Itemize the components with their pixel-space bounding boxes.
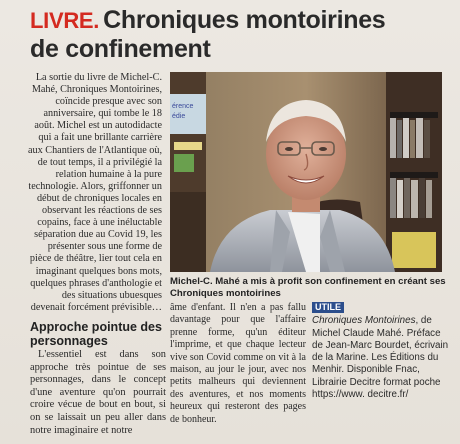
intro-column bbox=[26, 72, 162, 314]
utile-book-title: Chroniques Montoirines bbox=[312, 315, 416, 327]
headline bbox=[30, 6, 450, 63]
intro-paragraph: La sortie du livre de Michel-C. Mahé, Chroniques Montoirines, coïncide presque avec son anniversaire, qui tombe le 18 août. Michel est un autodidacte qui a fait une brillante carrière aux Chantiers de l'Atlantique où, de tout temps, il a privilégié la relation humaine à la pure technologie. Alors, griffonner un début de chroniques locales en observant les réactions de ses copains, face à une inéluctable séparation due au Covid 19, les présenter sous une forme de pièce de théâtre, lier tout cela en imaginant quelques bons mots, quelques phrases d'anthologie et des situations ubuesques devenait forcément prévisible… bbox=[28, 72, 162, 313]
headline-title-line2: de confinement bbox=[30, 35, 211, 63]
body-paragraph: L'essentiel est dans son approche très pointue de ses personnages, dans le concept d'une aventure qu'on pourrait croire vécue de bout en bout, si on se laissait un peu aller dans notre imaginaire et notre bbox=[30, 349, 166, 436]
utile-details: , de Michel Claude Mahé. Préface de Jean-Marc Bourdet, écrivain de la Marine. Les Éditions du Menhir. Disponible Fnac, Librairie Decitre format poche https://www. decitre.fr/ bbox=[312, 315, 449, 401]
body-column bbox=[30, 349, 166, 437]
continuation-column bbox=[170, 302, 306, 426]
photo-sign-line1: érence bbox=[172, 103, 194, 110]
utile-badge: UTILE bbox=[312, 302, 344, 313]
headline-kicker: LIVRE. bbox=[30, 8, 100, 33]
continuation-paragraph: âme d'enfant. Il n'en a pas fallu davantage pour que l'affaire prenne forme, qu'un éditeur l'imprime, et que chaque lecteur vive son Covid comme on vit à la maison, au jour le jour, avec nos petits malheurs qui deviennent des aventures, et nos moments heureux qui resteront des pages de bonheur. bbox=[170, 302, 306, 425]
photo-sign-line2: édie bbox=[172, 113, 186, 120]
portrait-photo-illustration bbox=[170, 72, 442, 272]
utile-body bbox=[312, 315, 452, 401]
headline-title-line1: Chroniques montoirines bbox=[103, 6, 386, 34]
utile-box bbox=[312, 302, 452, 401]
photo-caption: Michel-C. Mahé a mis à profit son confinement en créant ses Chroniques montoirines bbox=[170, 276, 446, 299]
section-subhead: Approche pointue des personnages bbox=[30, 320, 162, 348]
article-photo bbox=[170, 72, 442, 272]
